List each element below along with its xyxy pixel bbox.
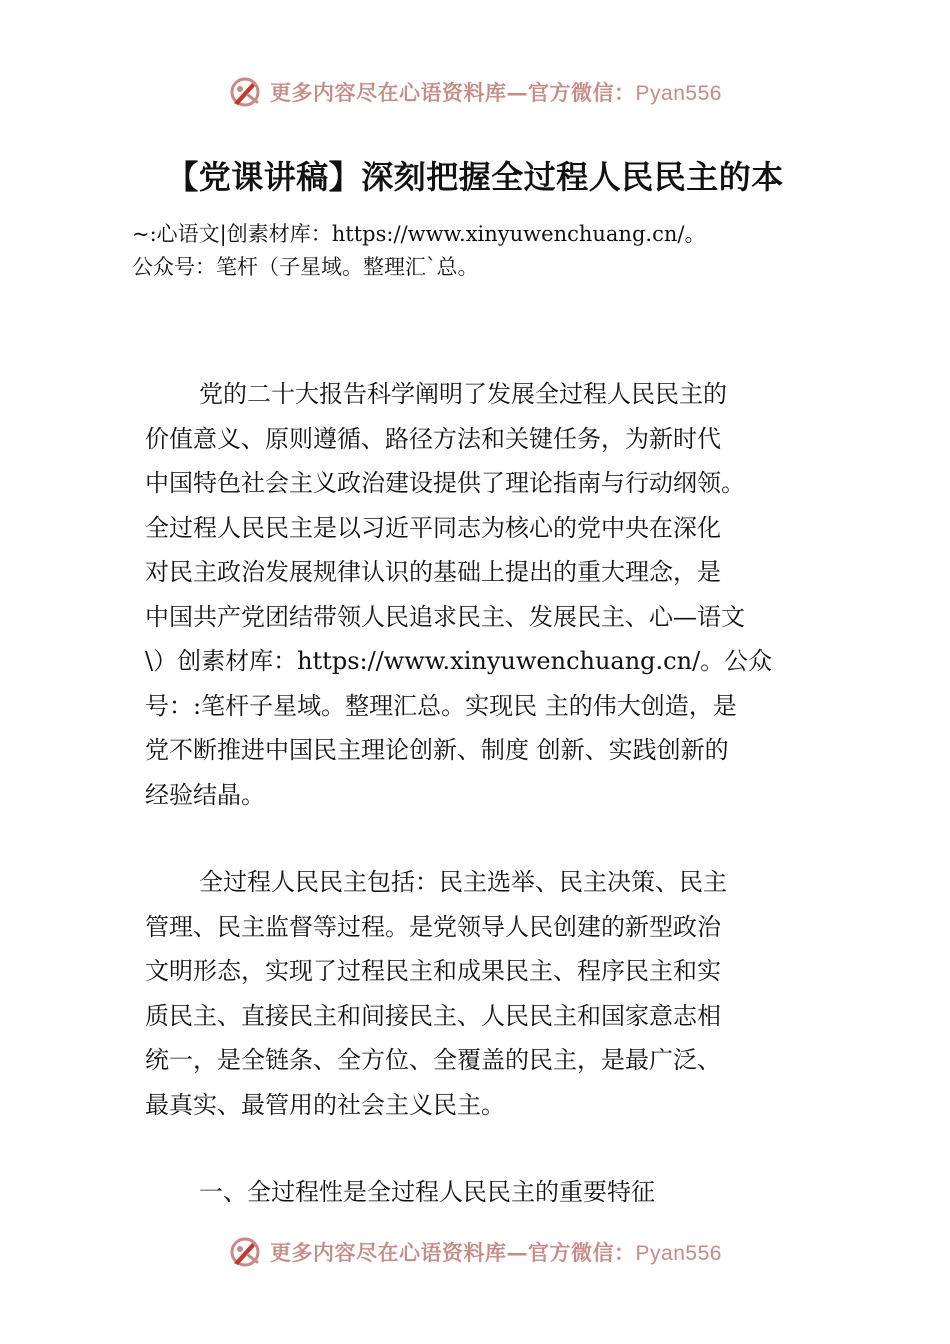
- paragraph-line: 党不断推进中国民主理论创新、制度 创新、实践创新的: [145, 736, 729, 764]
- document-title: 【党课讲稿】深刻把握全过程人民民主的本: [166, 158, 784, 196]
- paragraph-line: 管理、民主监督等过程。是党领导人民创建的新型政治: [145, 912, 721, 941]
- banner-text: 更多内容尽在心语资料库—官方微信：Pyan556: [270, 1240, 722, 1265]
- paragraph-2: [145, 860, 835, 1127]
- header-watermark-banner: [0, 70, 950, 114]
- footer-watermark-banner: [0, 1230, 950, 1274]
- paragraph-line: \）创素材库：https://www.xinyuwenchuang.cn/。公众: [145, 647, 773, 675]
- paragraph-line: 全过程人民民主是以习近平同志为核心的党中央在深化: [145, 513, 721, 542]
- section-heading: [145, 1170, 835, 1215]
- source-line: ~:心语文|创素材库：https://www.xinyuwenchuang.cn/。: [132, 222, 706, 246]
- section-heading-text: 一、全过程性是全过程人民民主的重要特征: [199, 1178, 655, 1206]
- paragraph-line: 全过程人民民主包括：民主选举、民主决策、民主: [199, 868, 727, 896]
- paragraph-1: [145, 372, 835, 817]
- paragraph-line: 质民主、直接民主和间接民主、人民民主和国家意志相: [145, 1001, 721, 1030]
- banner-text: 更多内容尽在心语资料库—官方微信：Pyan556: [270, 80, 722, 105]
- source-note: [132, 218, 832, 284]
- paragraph-line: 党的二十大报告科学阐明了发展全过程人民民主的: [199, 380, 727, 408]
- paragraph-line: 经验结晶。: [145, 780, 265, 809]
- source-line: 公众号：笔杆（子星域。整理汇`总。: [132, 255, 479, 279]
- banner-wechat-id: Pyan556: [635, 1242, 722, 1265]
- paragraph-line: 文明形态，实现了过程民主和成果民主、程序民主和实: [145, 957, 721, 985]
- paragraph-line: 中国特色社会主义政治建设提供了理论指南与行动纲领。: [145, 469, 745, 497]
- paragraph-line: 统一，是全链条、全方位、全覆盖的民主，是最广泛、: [145, 1046, 721, 1074]
- brush-seal-logo-icon: [228, 75, 262, 109]
- paragraph-line: 中国共产党团结带领人民追求民主、发展民主、心—语文: [145, 602, 745, 631]
- paragraph-line: 号：:笔杆子星域。整理汇总。实现民 主的伟大创造，是: [145, 691, 737, 720]
- paragraph-line: 对民主政治发展规律认识的基础上提出的重大理念，是: [145, 558, 721, 586]
- brush-seal-logo-icon: [228, 1235, 262, 1269]
- paragraph-line: 价值意义、原则遵循、路径方法和关键任务，为新时代: [145, 424, 721, 453]
- banner-wechat-id: Pyan556: [635, 82, 722, 105]
- paragraph-line: 最真实、最管用的社会主义民主。: [145, 1090, 505, 1119]
